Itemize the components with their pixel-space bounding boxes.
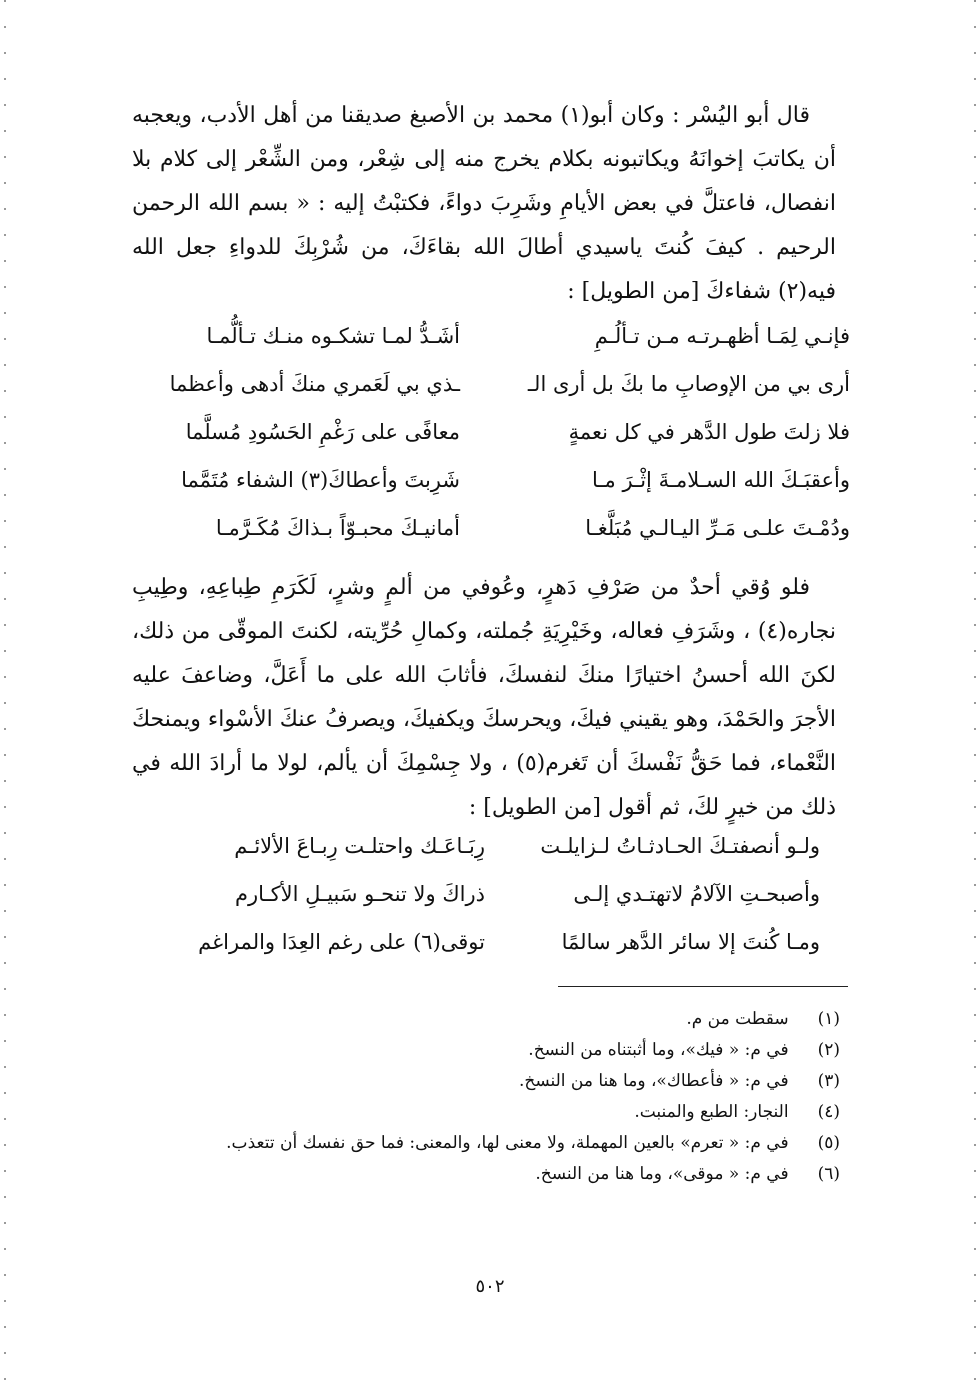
footnote-number: (١)	[817, 1009, 840, 1029]
verse-second-hemistich: ذراكَ ولا تنحـو سَبيـلِ الأكـارم	[234, 882, 485, 906]
footnotes	[120, 1004, 840, 1190]
footnote	[120, 1004, 840, 1035]
verse-first-hemistich: ولـو أنصفتـكَ الحـادثـاتُ لـزايلـت	[540, 834, 820, 858]
verse-first-hemistich: أرى بي من الإوصابِ ما بكَ بل أرى الـ	[527, 372, 850, 396]
scan-edge-right	[974, 0, 976, 1396]
prose-block-1	[132, 94, 836, 314]
poem-2	[150, 834, 820, 974]
prose-block-2	[132, 566, 836, 830]
footnote-text: في م: « موقى»، وما هنا من النسخ.	[535, 1164, 789, 1184]
footnote	[120, 1097, 840, 1128]
verse-first-hemistich: ومـا كُنتَ إلا سائر الدَّهر سالمًا	[561, 930, 820, 954]
page-number: ٥٠٢	[475, 1276, 505, 1297]
footnote-number: (٢)	[817, 1040, 840, 1060]
footnote	[120, 1159, 840, 1190]
paragraph-1: قال أبو اليُسْر : وكان أبو(١) محمد بن الأصبغ صديقنا من أهل الأدب، ويعجبه أن يكاتبَ إخوانَهُ ويكاتبونه بكلام يخرج منه إلى شِعْر، ومن الشِّعْر إلى كلام بلا انفصال، فاعتلَّ في بعض الأيامِ وشَرِبَ دواءً، فكتبْتُ إليه : « بسم الله الرحمن الرحيم . كيفَ كُنتَ ياسيدي أطالَ الله بقاءَكَ، من شُرْبِكَ للدواءِ جعل الله فيه(٢) شفاءكَ [من الطويل] :	[132, 103, 836, 304]
verse-second-hemistich: رِبَـاعَـك واحتلـت رِبـاعَ الألائـم	[234, 834, 485, 858]
verse-second-hemistich: شَرِبتَ وأعطاكَ(٣) الشفاء مُتَمَّما	[181, 468, 460, 492]
verse-first-hemistich: وأعقبَـكَ الله السـلامـةَ إثْـرَ مـا	[592, 468, 850, 492]
scan-edge-left	[4, 0, 6, 1396]
footnote-number: (٣)	[817, 1071, 840, 1091]
footnote-number: (٥)	[817, 1133, 840, 1153]
verse-line	[130, 468, 850, 508]
footnote	[120, 1066, 840, 1097]
paragraph-2: فلو وُقي أحدٌ من صَرْفِ دَهرٍ، وعُوفي من ألمٍ وشرٍ، لَكَرَمِ طِباعِهِ، وطِيبِ نجاره(٤) ، وشَرَفِ فعاله، وخَيْرِيَةِ جُملته، وكمالِ حُرِّيته، لكنتَ الموقّى من ذلك، لكنَ الله أحسنُ اختيارًا منكَ لنفسكَ، فأثابَ الله على ما أَعَلَّ، وضاعفَ عليه الأجرَ والحَمْدَ، وهو يقيني فيكَ، ويحرسكَ ويكفيكَ، ويصرفُ عنكَ الأسْواء ويمنحكَ النَّعْماء، فما حَقُّ نَفْسكَ أن تَغرم(٥) ، ولا جِسْمِكَ أن يألم، لولا ما أرادَ الله في ذلك من خيرٍ لكَ، ثم أقول [من الطويل] :	[132, 575, 836, 820]
poem-1	[130, 324, 850, 554]
footnote-text: في م: « فيك»، وما أثبتناه من النسخ.	[528, 1040, 789, 1060]
footnote-number: (٤)	[817, 1102, 840, 1122]
footnote-number: (٦)	[817, 1164, 840, 1184]
footnote-text: في م: « فأعطاك»، وما هنا من النسخ.	[518, 1071, 789, 1091]
verse-line	[150, 834, 820, 874]
verse-line	[150, 930, 820, 970]
verse-second-hemistich: أشَـدُّ لمـا تشكـوه منـك تـألُّمـا	[206, 324, 460, 348]
verse-first-hemistich: ودُمْـتَ علـى مَـرِّ اليـالـي مُبَلَّغـا	[585, 516, 850, 540]
footnote	[120, 1128, 840, 1159]
verse-line	[130, 324, 850, 364]
verse-first-hemistich: فلا زلتَ طول الدَّهر في كل نعمةٍ	[568, 420, 850, 444]
verse-second-hemistich: ـذي بي لَعَمري منكَ أدهى وأعظما	[169, 372, 460, 396]
footnote-text: سقطت من م.	[686, 1009, 789, 1029]
verse-first-hemistich: فإنـي لِمَـا أظهـرتـه مـن تـألُـمِ	[594, 324, 850, 348]
verse-line	[130, 372, 850, 412]
footnote-separator	[558, 986, 848, 987]
footnote	[120, 1035, 840, 1066]
verse-second-hemistich: أمانيـكَ محبـوّاً بـذاكَ مُكَـرَّمـا	[215, 516, 460, 540]
footnote-text: النجار: الطبع والمنبت.	[634, 1102, 789, 1122]
verse-line	[130, 420, 850, 460]
footnote-text: في م: « تعرم» بالعين المهملة، ولا معنى لها، والمعنى: فما حق نفسك أن تتعذب.	[226, 1133, 789, 1153]
verse-second-hemistich: توقى(٦) على رغم العِدَا والمراغم	[198, 930, 485, 954]
verse-first-hemistich: وأصبحـتِ الآلامُ لاتهتـدي إلـى	[573, 882, 820, 906]
verse-line	[130, 516, 850, 556]
verse-line	[150, 882, 820, 922]
verse-second-hemistich: معافًى على رَغْمِ الحَسُودِ مُسلَّما	[185, 420, 460, 444]
